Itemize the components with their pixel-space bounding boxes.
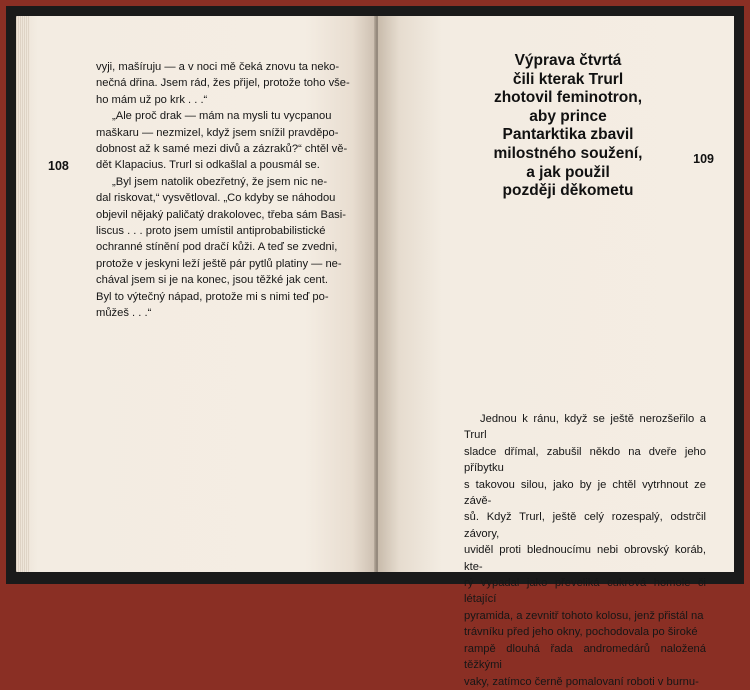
text-line: ochranné stínění pod dračí kůži. A teď se zvedni, bbox=[96, 241, 338, 254]
text-line: pyramida, a zevnitř tohoto kolosu, jenž přistál na bbox=[464, 609, 704, 622]
title-line: Výprava čtvrtá bbox=[514, 52, 622, 69]
title-line: později děkometu bbox=[502, 182, 634, 200]
text-line: Jednou k ránu, když se ještě nerozšeřilo a Trurl bbox=[464, 413, 706, 442]
text-line: protože v jeskyni leží ještě pár pytlů platiny — ne- bbox=[96, 257, 342, 270]
text-line: vaky, zatímco černě pomalovaní roboti v burnu- bbox=[464, 675, 699, 688]
text-line: ho mám už po krk . . .“ bbox=[96, 93, 208, 106]
body-text bbox=[96, 59, 350, 322]
page-number: 108 bbox=[48, 159, 69, 173]
text-line: chával jsem si je na konec, jsou těžké jak cent. bbox=[96, 274, 328, 287]
page-edge bbox=[16, 16, 30, 572]
title-line: aby prince bbox=[529, 107, 607, 125]
text-line: trávníku před jeho okny, pochodovala po široké bbox=[464, 626, 698, 639]
text-line: Byl to výtečný nápad, protože mi s nimi teď po- bbox=[96, 290, 329, 303]
text-line: dobnost až k samé mezi divů a zázraků?“ chtěl vě- bbox=[96, 143, 348, 156]
text-line: vyji, mašíruju — a v noci mě čeká znovu ta neko- bbox=[96, 61, 340, 73]
title-line: Pantarktika zbavil bbox=[502, 126, 634, 144]
body-text bbox=[464, 411, 706, 690]
open-book bbox=[6, 6, 744, 688]
text-line: rampě dlouhá řada andromedárů naložená těžkými bbox=[464, 642, 706, 672]
text-line: „Ale proč drak — mám na mysli tu vycpanou bbox=[112, 110, 332, 123]
text-line: „Byl jsem natolik obezřetný, že jsem nic ne- bbox=[112, 175, 328, 188]
chapter-title bbox=[468, 52, 668, 201]
text-line: maškaru — nezmizel, když jsem snížil pravděpo- bbox=[96, 126, 339, 139]
text-line: rý vypadal jako převeliká cukrová homole či létající bbox=[464, 577, 706, 606]
page-number: 109 bbox=[693, 152, 714, 166]
text-line: můžeš . . .“ bbox=[96, 307, 152, 320]
text-line: nečná dřina. Jsem rád, žes přijel, protože toho vše- bbox=[96, 77, 350, 90]
text-line: uviděl proti blednoucímu nebi obrovský koráb, kte- bbox=[464, 544, 706, 573]
title-line: a jak použil bbox=[526, 163, 610, 181]
right-page bbox=[378, 16, 734, 688]
text-line: dal riskovat,“ vysvětloval. „Co kdyby se náhodou bbox=[96, 192, 336, 205]
text-line: liscus . . . proto jsem umístil antiprobabilistické bbox=[96, 225, 326, 238]
text-line: dět Klapacius. Trurl si odkašlal a pousmál se. bbox=[96, 159, 320, 172]
title-line: milostného soužení, bbox=[493, 144, 643, 162]
text-line: sladce dřímal, zabušil někdo na dveře jeho příbytku bbox=[464, 445, 706, 475]
title-line: čili kterak Trurl bbox=[512, 70, 624, 88]
text-line: objevil nějaký paličatý drakolovec, třeba sám Basi- bbox=[96, 208, 346, 221]
text-line: s takovou silou, jako by je chtěl vytrhnout ze závě- bbox=[464, 478, 706, 508]
title-line: zhotovil feminotron, bbox=[493, 89, 643, 107]
left-page bbox=[16, 16, 378, 572]
text-line: sů. Když Trurl, ještě celý rozespalý, odstrčil závory, bbox=[464, 511, 706, 540]
